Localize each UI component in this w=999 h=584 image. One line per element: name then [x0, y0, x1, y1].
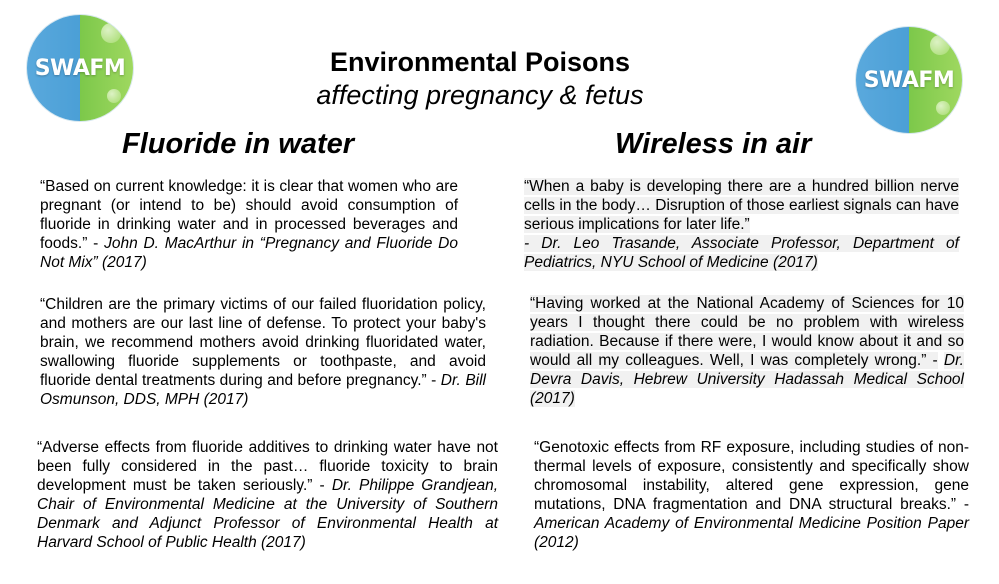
swafm-logo-right: [856, 27, 962, 133]
column-heading-wireless: Wireless in air: [615, 128, 812, 160]
quote-grandjean: [37, 438, 498, 552]
quote-text: “Having worked at the National Academy of Sciences for 10 years I thought there could be no problem with wireless radiation. Because if there were, I would know about it and so would all my colleagues. Well, I was completely wrong.” -: [530, 295, 964, 369]
quote-text: “Adverse effects from fluoride additives to drinking water have not been fully considered in the past… fluoride toxicity to brain development must be taken seriously.” -: [37, 439, 498, 494]
quote-aaem: [534, 438, 969, 552]
quote-osmunson: [40, 295, 486, 409]
water-drop-icon: [936, 101, 950, 115]
column-heading-fluoride: Fluoride in water: [122, 128, 355, 160]
page-subtitle: affecting pregnancy & fetus: [316, 80, 644, 110]
quote-text: “Children are the primary victims of our failed fluoridation policy, and mothers are our last line of defense. To protect your baby's brain, we recommend mothers avoid drinking fluoridated water, swallowing fluoride supplements or toothpaste, and avoid fluoride dental treatments during and before pregnancy.” -: [40, 296, 486, 389]
swafm-logo-left: [27, 15, 133, 121]
quote-citation: Dr. Bill Osmunson, DDS, MPH (2017): [40, 372, 487, 408]
water-drop-icon: [107, 89, 121, 103]
logo-text: SWAFM: [34, 56, 126, 81]
water-drop-icon: [101, 23, 121, 43]
quote-citation: John D. MacArthur in “Pregnancy and Fluoride Do Not Mix” (2017): [40, 235, 458, 271]
quote-macarthur: [40, 177, 458, 272]
page-title: Environmental Poisons: [329, 47, 631, 77]
quote-text: “When a baby is developing there are a hundred billion nerve cells in the body… Disruption of those earliest signals can have serious implications for later life.”: [524, 178, 959, 233]
logo-text: SWAFM: [863, 68, 955, 93]
quote-text: “Genotoxic effects from RF exposure, including studies of non-thermal levels of exposure, consistently and specifically show chromosomal instability, altered gene expression, gene mutations, DNA fragmentation and DNA structural breaks.” -: [534, 439, 969, 513]
water-drop-icon: [930, 35, 950, 55]
quote-citation: Dr. Philippe Grandjean, Chair of Environmental Medicine at the University of Southern Denmark and Adjunct Professor of Environmental Health at Harvard School of Public Health (2017): [37, 477, 499, 551]
quote-text: “Based on current knowledge: it is clear that women who are pregnant (or intend to be) should avoid consumption of fluoride in drinking water and in processed beverages and foods.” -: [40, 178, 458, 252]
quote-citation: American Academy of Environmental Medicine Position Paper (2012): [534, 515, 969, 551]
quote-citation: - Dr. Leo Trasande, Associate Professor, Department of Pediatrics, NYU School of Medicine (2017): [524, 235, 959, 271]
quote-davis: [530, 294, 964, 408]
quote-citation: Dr. Devra Davis, Hebrew University Hadassah Medical School (2017): [530, 352, 964, 407]
quote-trasande: [524, 177, 959, 272]
